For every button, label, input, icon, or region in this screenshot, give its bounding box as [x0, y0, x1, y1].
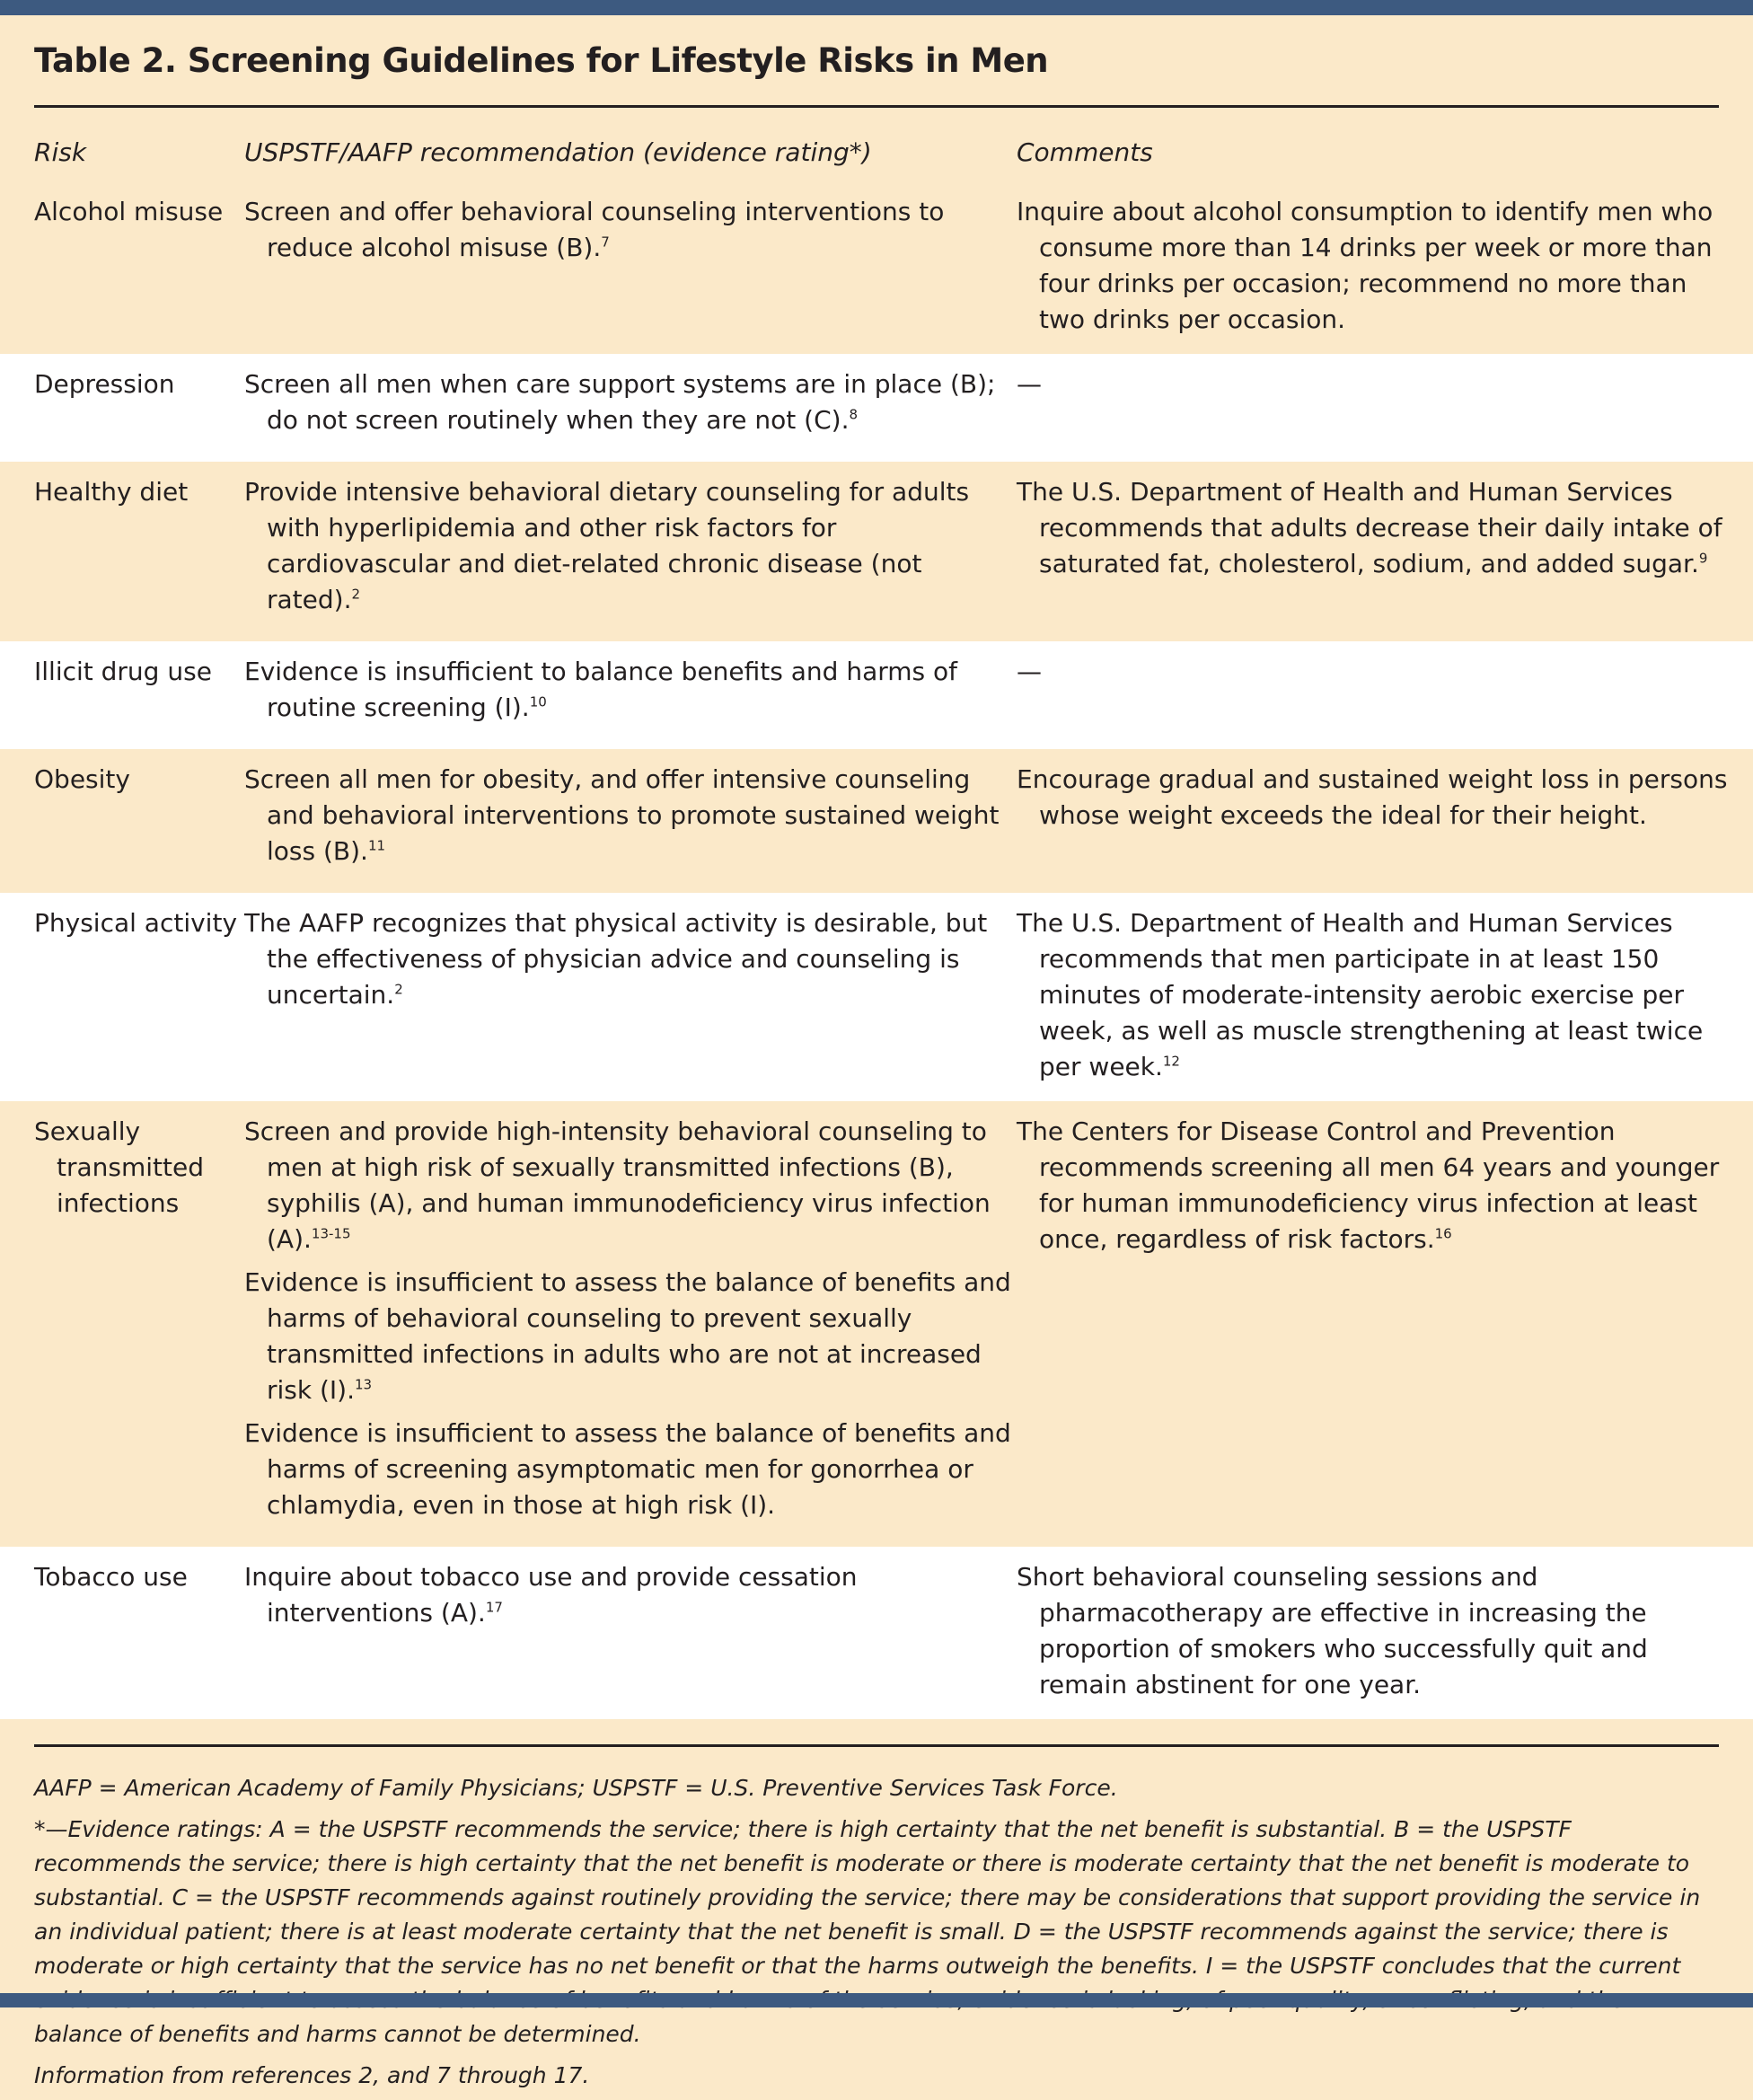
recommendation-text	[244, 1416, 1017, 1523]
comment-cell	[1017, 762, 1731, 834]
comment-body: Inquire about alcohol consumption to identify men who consume more than 14 drinks per week or more than four drinks per occasion; recommend no more than two drinks per occasion.	[1017, 197, 1713, 334]
footnote-abbreviations: AAFP = American Academy of Family Physicians; USPSTF = U.S. Preventive Services Task Force.	[34, 1775, 1118, 1801]
reference-superscript: 2	[351, 586, 361, 603]
footnotes	[34, 1771, 1719, 2100]
comment-cell	[1017, 474, 1731, 582]
recommendation-text	[244, 474, 1017, 618]
recommendation-body: Provide intensive behavioral dietary counseling for adults with hyperlipidemia and other risk factors for cardiovascular and diet-related chronic disease (not rated).	[244, 477, 970, 614]
reference-superscript: 13	[355, 1376, 373, 1393]
reference-superscript: 9	[1698, 550, 1708, 567]
header-recommendation: USPSTF/AAFP recommendation (evidence rating*)	[244, 137, 872, 167]
recommendation-text	[244, 905, 1017, 1013]
footnote-source: Information from references 2, and 7 through 17.	[34, 2062, 590, 2088]
comment-cell	[1017, 1559, 1731, 1703]
comment-cell	[1017, 905, 1731, 1085]
recommendation-text	[244, 1265, 1017, 1408]
table-row	[0, 749, 1753, 893]
reference-superscript: 12	[1162, 1053, 1180, 1070]
recommendation-text	[244, 366, 1017, 438]
recommendation-body: Screen and provide high-intensity behavioral counseling to men at high risk of sexually transmitted infections (B), syphilis (A), and human immunodeficiency virus infection (A).	[244, 1116, 991, 1254]
header-risk: Risk	[34, 137, 87, 167]
reference-superscript: 8	[849, 406, 859, 423]
comment-body: The U.S. Department of Health and Human Services recommends that adults decrease their daily intake of saturated fat, cholesterol, sodium, and added sugar.	[1017, 477, 1722, 578]
header-row	[0, 126, 1753, 181]
recommendation-body: The AAFP recognizes that physical activity is desirable, but the effectiveness of physician advice and counseling is uncertain.	[244, 908, 988, 1010]
risk-cell: Sexually transmitted infections	[34, 1116, 204, 1218]
recommendation-text	[244, 654, 1017, 726]
comment-body: —	[1017, 369, 1042, 399]
recommendation-body: Evidence is insufficient to assess the balance of benefits and harms of behavioral counseling to prevent sexually transmitted infections in adults who are not at increased risk (I).	[244, 1267, 1011, 1405]
recommendation-text	[244, 1559, 1017, 1631]
risk-cell: Healthy diet	[34, 477, 189, 507]
reference-superscript: 16	[1434, 1225, 1452, 1242]
footnote-evidence-ratings: *—Evidence ratings: A = the USPSTF recommends the service; there is high certainty that the net benefit is substantial. B = the USPSTF recommends the service; there is high certainty that the net benefit is moderate or there is moderate certainty that the net benefit is moderate to substantial. C = the USPSTF recommends against routinely providing the service; there may be considerations that support providing the service in an individual patient; there is at least moderate certainty that the net benefit is small. D = the USPSTF recommends against the service; there is moderate or high certainty that the service has no net benefit or that the harms outweigh the benefits. I = the USPSTF concludes that the current balance of benefits and harms cannot be determined.	[34, 1816, 1701, 2047]
table-row	[0, 354, 1753, 462]
risk-cell: Alcohol misuse	[34, 197, 224, 226]
comment-cell	[1017, 366, 1731, 402]
recommendation-body: Inquire about tobacco use and provide cessation interventions (A).	[244, 1562, 858, 1628]
comment-body: Encourage gradual and sustained weight loss in persons whose weight exceeds the ideal for their height.	[1017, 764, 1728, 830]
risk-cell: Tobacco use	[34, 1562, 188, 1592]
guidelines-table	[0, 126, 1753, 1719]
top-accent-bar	[0, 0, 1753, 15]
comment-body: Short behavioral counseling sessions and pharmacotherapy are effective in increasing the proportion of smokers who successfully quit and remain abstinent for one year.	[1017, 1562, 1648, 1699]
reference-superscript: 10	[529, 693, 547, 710]
comment-cell	[1017, 194, 1731, 338]
recommendation-body: Screen all men for obesity, and offer intensive counseling and behavioral interventions to promote sustained weight loss (B).	[244, 764, 1000, 866]
table-row	[0, 1101, 1753, 1547]
footer-rule	[34, 1744, 1719, 1747]
table-title: Table 2. Screening Guidelines for Lifestyle Risks in Men	[34, 41, 1049, 80]
table-row	[0, 462, 1753, 641]
reference-superscript: 11	[367, 837, 386, 854]
title-rule	[34, 105, 1719, 108]
reference-superscript: 2	[394, 981, 403, 998]
recommendation-body: Screen and offer behavioral counseling interventions to reduce alcohol misuse (B).	[244, 197, 945, 262]
recommendation-text	[244, 762, 1017, 869]
reference-superscript: 17	[485, 1599, 503, 1616]
table-row	[0, 181, 1753, 354]
recommendation-body: Evidence is insufficient to assess the balance of benefits and harms of screening asymptomatic men for gonorrhea or chlamydia, even in those at high risk (I).	[244, 1418, 1011, 1520]
recommendation-text	[244, 194, 1017, 266]
risk-cell: Physical activity	[34, 908, 238, 938]
comment-cell	[1017, 1114, 1731, 1257]
risk-cell: Illicit drug use	[34, 657, 212, 686]
risk-cell: Obesity	[34, 764, 130, 794]
header-comments: Comments	[1017, 137, 1153, 167]
table-row	[0, 893, 1753, 1101]
recommendation-text	[244, 1114, 1017, 1257]
comment-cell	[1017, 654, 1731, 690]
recommendation-body: Evidence is insufficient to balance benefits and harms of routine screening (I).	[244, 657, 958, 722]
table-row	[0, 1547, 1753, 1719]
reference-superscript: 7	[601, 234, 610, 251]
risk-cell: Depression	[34, 369, 175, 399]
reference-superscript: 13-15	[311, 1225, 351, 1242]
comment-body: The Centers for Disease Control and Prevention recommends screening all men 64 years and younger for human immunodeficiency virus infection at least once, regardless of risk factors.	[1017, 1116, 1720, 1254]
recommendation-body: Screen all men when care support systems are in place (B); do not screen routinely when they are not (C).	[244, 369, 996, 435]
bottom-accent-bar	[0, 1993, 1753, 2007]
comment-body: The U.S. Department of Health and Human Services recommends that men participate in at least 150 minutes of moderate-intensity aerobic exercise per week, as well as muscle strengthening at least twice per week.	[1017, 908, 1704, 1081]
table-row	[0, 641, 1753, 749]
comment-body: —	[1017, 657, 1042, 686]
